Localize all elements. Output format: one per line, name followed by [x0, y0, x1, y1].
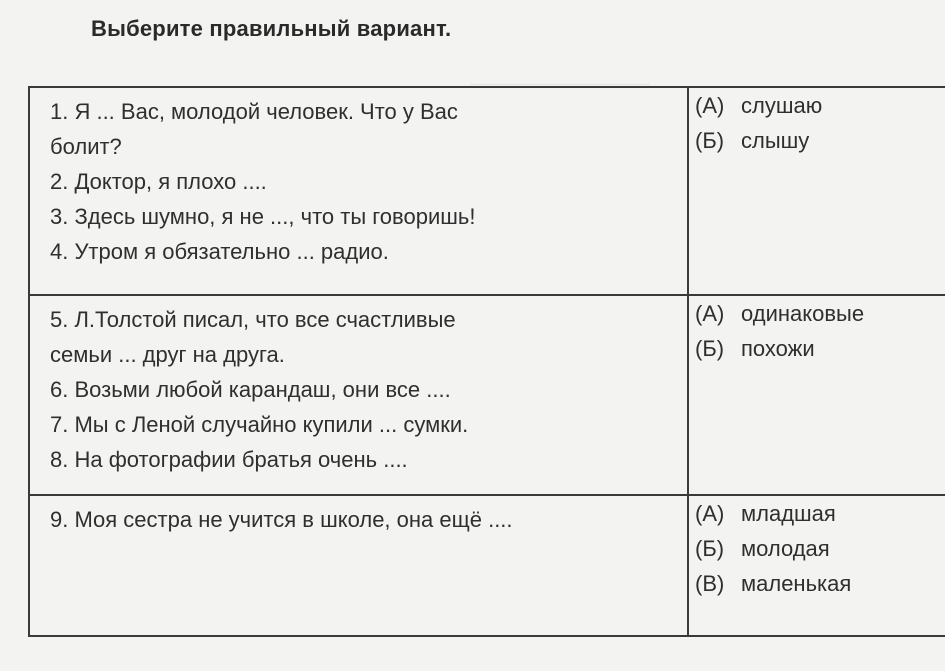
question-line: 1. Я ... Вас, молодой человек. Что у Вас: [50, 99, 458, 124]
questions-cell: [50, 502, 675, 537]
question-line: 9. Моя сестра не учится в школе, она ещё ....: [50, 507, 513, 532]
option-label: (В): [695, 571, 725, 596]
options-cell: [695, 296, 945, 366]
question-line: 3. Здесь шумно, я не ..., что ты говоришь!: [50, 204, 476, 229]
question-line: болит?: [50, 134, 122, 159]
question-line: 6. Возьми любой карандаш, они все ....: [50, 377, 451, 402]
exercise-block-3: [30, 496, 945, 637]
question-line: 7. Мы с Леной случайно купили ... сумки.: [50, 412, 469, 437]
option-label: (Б): [695, 128, 725, 153]
question-line: 5. Л.Толстой писал, что все счастливые: [50, 307, 456, 332]
option-text: младшая: [741, 501, 836, 526]
option-line: [695, 531, 945, 566]
exercise-block-1: [30, 88, 945, 296]
option-text: похожи: [741, 336, 815, 361]
question-line: 8. На фотографии братья очень ....: [50, 447, 408, 472]
option-label: (А): [695, 501, 725, 526]
option-label: (Б): [695, 336, 725, 361]
option-text: слышу: [741, 128, 810, 153]
question-line: 2. Доктор, я плохо ....: [50, 169, 267, 194]
option-line: [695, 296, 945, 331]
option-text: одинаковые: [741, 301, 865, 326]
bleed-through-decoration: [470, 58, 650, 85]
option-text: слушаю: [741, 93, 823, 118]
questions-cell: [50, 302, 675, 477]
option-line: [695, 123, 945, 158]
option-text: молодая: [741, 536, 830, 561]
options-cell: [695, 496, 945, 601]
questions-cell: [50, 94, 675, 269]
option-label: (А): [695, 93, 725, 118]
question-line: 4. Утром я обязательно ... радио.: [50, 239, 389, 264]
exercise-block-2: [30, 296, 945, 496]
exercise-table: [28, 86, 945, 637]
question-line: семьи ... друг на друга.: [50, 342, 285, 367]
option-line: [695, 88, 945, 123]
options-cell: [695, 88, 945, 158]
option-text: маленькая: [741, 571, 852, 596]
option-label: (А): [695, 301, 725, 326]
option-line: [695, 496, 945, 531]
option-line: [695, 566, 945, 601]
option-line: [695, 331, 945, 366]
instruction-heading: Выберите правильный вариант.: [91, 16, 452, 41]
option-label: (Б): [695, 536, 725, 561]
